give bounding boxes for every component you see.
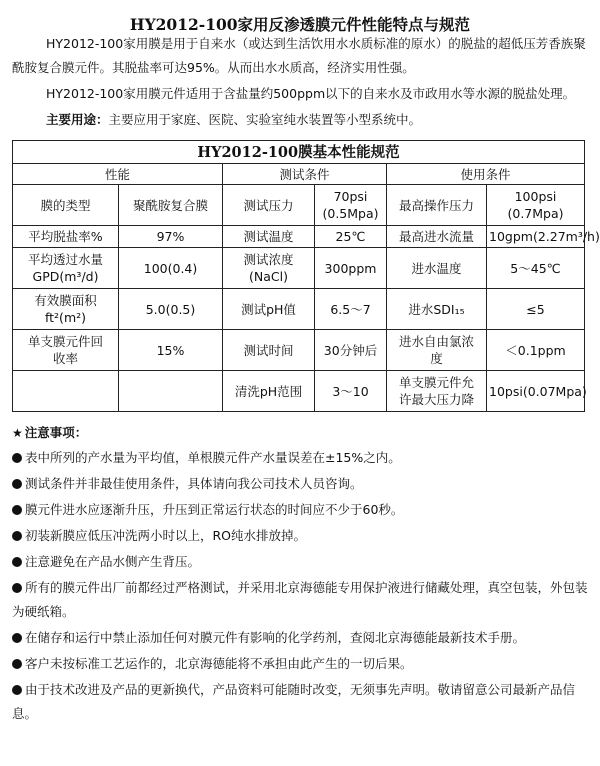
header-usage-conditions: 使用条件 <box>387 164 585 185</box>
table-cell: 膜的类型 <box>13 185 119 226</box>
bullet-icon <box>12 659 22 669</box>
table-cell: 测试压力 <box>223 185 315 226</box>
table-cell: 进水温度 <box>387 248 487 289</box>
note-item <box>12 652 588 676</box>
note-text: 在储存和运行中禁止添加任何对膜元件有影响的化学药剂，查阅北京海德能最新技术手册。 <box>25 630 526 645</box>
table-row <box>13 371 585 412</box>
note-text: 客户未按标准工艺运作的，北京海德能将不承担由此产生的一切后果。 <box>25 656 413 671</box>
table-row <box>13 185 585 226</box>
table-cell: 5～45℃ <box>487 248 585 289</box>
bullet-icon <box>12 633 22 643</box>
bullet-icon <box>12 583 22 593</box>
note-item <box>12 472 588 496</box>
table-cell: 25℃ <box>315 226 387 248</box>
note-item <box>12 576 588 624</box>
bullet-icon <box>12 557 22 567</box>
table-cell: 平均透过水量 GPD(m³/d) <box>13 248 119 289</box>
table-cell: 最高操作压力 <box>387 185 487 226</box>
table-cell: 单支膜元件允 许最大压力降 <box>387 371 487 412</box>
star-icon: ★ <box>12 426 23 440</box>
note-item <box>12 678 588 726</box>
table-cell: 有效膜面积 ft²(m²) <box>13 289 119 330</box>
table-cell: 10gpm(2.27m³/h) <box>487 226 585 248</box>
intro-paragraph-2: HY2012-100家用膜元件适用于含盐量约500ppm以下的自来水及市政用水等水源的脱盐处理。 <box>46 86 576 101</box>
note-text: 所有的膜元件出厂前都经过严格测试，并采用北京海德能专用保护液进行储藏处理，真空包装，外包装为硬纸箱。 <box>12 580 588 619</box>
table-cell: 进水SDI₁₅ <box>387 289 487 330</box>
table-cell: 15% <box>119 330 223 371</box>
table-cell: 70psi (0.5Mpa) <box>315 185 387 226</box>
main-use-text: 主要应用于家庭、医院、实验室纯水装置等小型系统中。 <box>108 112 422 127</box>
note-text: 初装新膜应低压冲洗两小时以上，RO纯水排放掉。 <box>25 528 307 543</box>
bullet-icon <box>12 531 22 541</box>
table-cell: 100(0.4) <box>119 248 223 289</box>
note-text: 膜元件进水应逐渐升压，升压到正常运行状态的时间应不少于60秒。 <box>25 502 404 517</box>
table-row <box>13 226 585 248</box>
table-cell: 测试温度 <box>223 226 315 248</box>
table-cell: 聚酰胺复合膜 <box>119 185 223 226</box>
table-cell: ＜0.1ppm <box>487 330 585 371</box>
note-text: 测试条件并非最佳使用条件，具体请向我公司技术人员咨询。 <box>25 476 363 491</box>
table-cell: 6.5～7 <box>315 289 387 330</box>
table-row <box>13 330 585 371</box>
table-cell: 最高进水流量 <box>387 226 487 248</box>
table-cell: 平均脱盐率% <box>13 226 119 248</box>
note-item <box>12 524 588 548</box>
notes-title-text: 注意事项： <box>24 425 88 440</box>
table-cell: 10psi(0.07Mpa) <box>487 371 585 412</box>
note-item <box>12 550 588 574</box>
bullet-icon <box>12 453 22 463</box>
page-title: HY2012-100家用反渗透膜元件性能特点与规范 <box>129 15 471 34</box>
main-use-paragraph <box>12 108 588 132</box>
note-text: 表中所列的产水量为平均值，单根膜元件产水量误差在±15%之内。 <box>25 450 401 465</box>
note-item <box>12 446 588 470</box>
table-cell: 单支膜元件回 收率 <box>13 330 119 371</box>
table-cell: 100psi (0.7Mpa) <box>487 185 585 226</box>
notes-list <box>12 446 588 726</box>
table-row <box>13 289 585 330</box>
notes-title <box>12 422 588 444</box>
main-use-label: 主要用途： <box>46 112 109 127</box>
table-cell: 300ppm <box>315 248 387 289</box>
note-item <box>12 498 588 522</box>
table-cell: 97% <box>119 226 223 248</box>
table-cell <box>13 371 119 412</box>
note-text: 由于技术改进及产品的更新换代，产品资料可能随时改变，无须事先声明。敬请留意公司最新产品信息。 <box>12 682 576 721</box>
table-cell: 3～10 <box>315 371 387 412</box>
note-text: 注意避免在产品水侧产生背压。 <box>25 554 201 569</box>
table-cell: 测试浓度 (NaCl) <box>223 248 315 289</box>
spec-table-caption: HY2012-100膜基本性能规范 <box>13 141 585 164</box>
header-performance: 性能 <box>13 164 223 185</box>
table-row <box>13 248 585 289</box>
bullet-icon <box>12 479 22 489</box>
table-cell: 测试pH值 <box>223 289 315 330</box>
bullet-icon <box>12 685 22 695</box>
bullet-icon <box>12 505 22 515</box>
spec-table <box>12 140 600 412</box>
table-cell: 测试时间 <box>223 330 315 371</box>
header-test-conditions: 测试条件 <box>223 164 387 185</box>
table-cell: 清洗pH范围 <box>223 371 315 412</box>
intro-paragraph-1: HY2012-100家用膜是用于自来水（或达到生活饮用水水质标准的原水）的脱盐的超低压芳香族聚酰胺复合膜元件。其脱盐率可达95%。从而出水水质高，经济实用性强。 <box>12 36 586 75</box>
spec-table-body <box>13 185 600 412</box>
table-cell: 进水自由氯浓 度 <box>387 330 487 371</box>
note-item <box>12 626 588 650</box>
table-cell: 30分钟后 <box>315 330 387 371</box>
table-cell: 5.0(0.5) <box>119 289 223 330</box>
table-cell <box>119 371 223 412</box>
table-cell: ≤5 <box>487 289 585 330</box>
